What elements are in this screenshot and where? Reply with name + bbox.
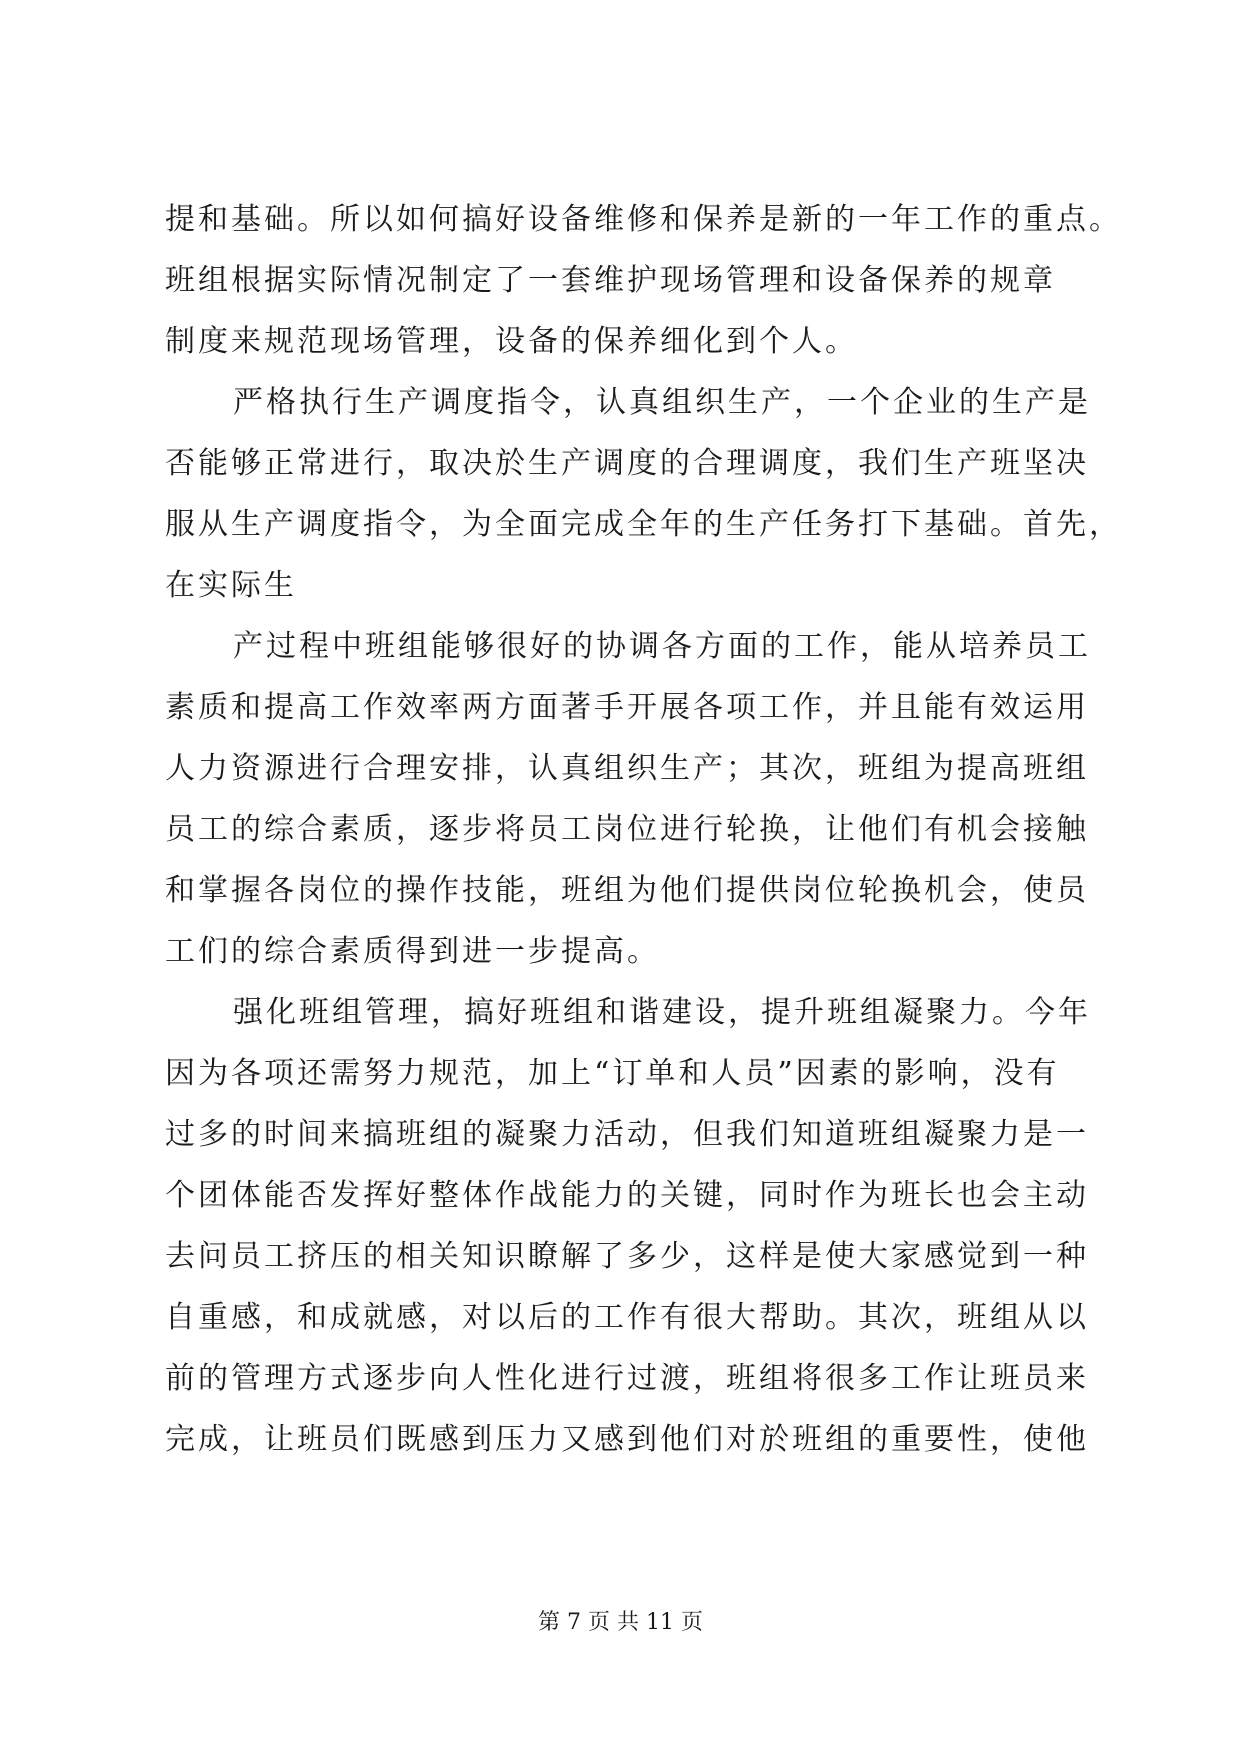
text-line: 和掌握各岗位的操作技能，班组为他们提供岗位轮换机会，使员 <box>165 873 1089 908</box>
text-line: 个团体能否发挥好整体作战能力的关键，同时作为班长也会主动 <box>165 1178 1089 1213</box>
paragraph-first-line: 强化班组管理，搞好班组和谐建设，提升班组凝聚力。今年 <box>233 995 1091 1030</box>
page-number-footer: 第 7 页 共 11 页 <box>538 1610 703 1635</box>
paragraph-first-line: 严格执行生产调度指令，认真组织生产，一个企业的生产是 <box>233 385 1091 420</box>
text-line: 人力资源进行合理安排，认真组织生产；其次，班组为提高班组 <box>165 751 1089 786</box>
text-line: 提和基础。所以如何搞好设备维修和保养是新的一年工作的重点。 <box>165 202 1122 237</box>
text-line: 因为各项还需努力规范，加上“订单和人员”因素的影响，没有 <box>165 1056 1060 1091</box>
text-line: 自重感，和成就感，对以后的工作有很大帮助。其次，班组从以 <box>165 1300 1089 1335</box>
text-line: 过多的时间来搞班组的凝聚力活动，但我们知道班组凝聚力是一 <box>165 1117 1089 1152</box>
text-line: 在实际生 <box>165 568 297 603</box>
text-line: 制度来规范现场管理，设备的保养细化到个人。 <box>165 324 858 359</box>
text-line: 否能够正常进行，取决於生产调度的合理调度，我们生产班坚决 <box>165 446 1089 481</box>
text-line: 员工的综合素质，逐步将员工岗位进行轮换，让他们有机会接触 <box>165 812 1089 847</box>
text-line: 工们的综合素质得到进一步提高。 <box>165 934 660 969</box>
text-line: 服从生产调度指令，为全面完成全年的生产任务打下基础。首先， <box>165 507 1122 542</box>
document-body <box>165 202 1125 1486</box>
text-line: 班组根据实际情况制定了一套维护现场管理和设备保养的规章 <box>165 263 1056 298</box>
paragraph-first-line: 产过程中班组能够很好的协调各方面的工作，能从培养员工 <box>233 629 1091 664</box>
text-line: 完成，让班员们既感到压力又感到他们对於班组的重要性，使他 <box>165 1422 1089 1457</box>
text-line: 去问员工挤压的相关知识瞭解了多少，这样是使大家感觉到一种 <box>165 1239 1089 1274</box>
text-line: 素质和提高工作效率两方面著手开展各项工作，并且能有效运用 <box>165 690 1089 725</box>
text-line: 前的管理方式逐步向人性化进行过渡，班组将很多工作让班员来 <box>165 1361 1089 1396</box>
